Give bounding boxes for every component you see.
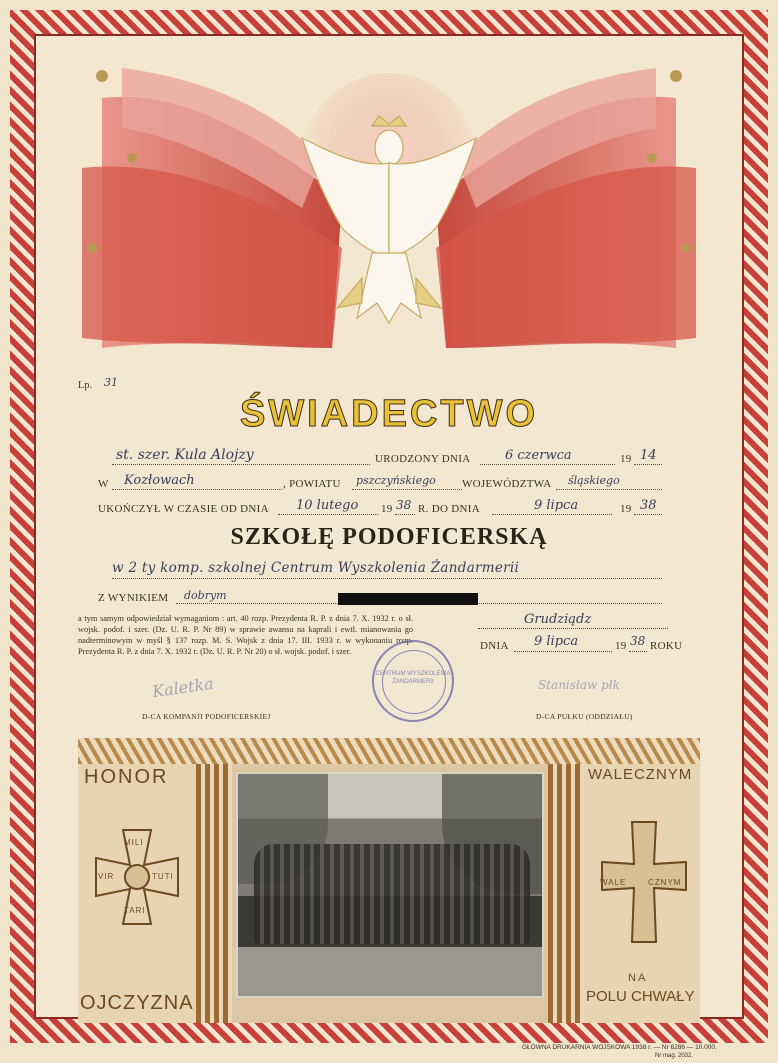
- ojczyzna-text: OJCZYZNA: [80, 992, 194, 1014]
- rok-label: ROKU: [650, 640, 683, 652]
- w-label: W: [98, 478, 109, 490]
- born-label: URODZONY DNIA: [375, 453, 471, 465]
- issue-date-field: 9 lipca: [534, 634, 579, 649]
- vm-right: TUTI: [152, 872, 174, 881]
- born-year-prefix: 19: [620, 453, 632, 465]
- to-year-field: 38: [640, 498, 657, 513]
- certificate-title: ŚWIADECTWO: [239, 393, 539, 435]
- na-text: NA: [628, 972, 648, 984]
- completed-label: UKOŃCZYŁ W CZASIE OD DNIA: [98, 503, 269, 515]
- name-field: st. szer. Kula Alojzy: [116, 447, 254, 463]
- powiat-field: pszczyńskiego: [356, 474, 436, 487]
- right-signature: Stanisław płk: [538, 678, 620, 692]
- from-date-field: 10 lutego: [296, 498, 359, 513]
- group-photo: [236, 772, 544, 998]
- school-title: SZKOŁĘ PODOFICERSKĄ: [230, 524, 548, 550]
- place-field: Kozłowach: [124, 473, 195, 488]
- left-signature: Kaletka: [150, 673, 215, 702]
- kw-right: CZNYM: [648, 878, 682, 887]
- to-year-prefix: 19: [620, 503, 632, 515]
- to-date-field: 9 lipca: [534, 498, 579, 513]
- eagle-flags-illustration: [62, 48, 716, 378]
- lp-label: Lp.: [78, 380, 93, 391]
- born-year-field: 14: [640, 448, 657, 463]
- woj-label: WOJEWÓDZTWA: [462, 478, 552, 490]
- r-do-label: R. DO DNIA: [418, 503, 480, 515]
- vm-left: VIR: [98, 872, 115, 881]
- honor-text: HONOR: [84, 766, 169, 788]
- unit-field: w 2 ty komp. szkolnej Centrum Wyszkolenia Żandarmerii: [112, 560, 520, 576]
- woj-field: śląskiego: [568, 474, 620, 487]
- kw-left: WALE: [600, 878, 627, 887]
- from-year-field: 38: [396, 498, 412, 512]
- polu-chwaly-text: POLU CHWAŁY: [586, 988, 695, 1005]
- result-field: dobrym: [184, 589, 227, 602]
- vm-top: MILI: [124, 838, 144, 847]
- issue-year-field: 38: [630, 634, 646, 648]
- unit-stamp: [372, 640, 454, 722]
- walecznym-text: WALECZNYM: [588, 766, 693, 783]
- mag-number: Nr mag. 2032.: [655, 1053, 694, 1059]
- dnia-label: DNIA: [480, 640, 509, 652]
- lp-value: 31: [104, 376, 118, 389]
- left-signature-caption: D-CA KOMPANJI PODOFICERSKIEJ: [142, 712, 271, 721]
- powiat-label: , POWIATU: [283, 478, 341, 490]
- legal-text: a tym samym odpowiedział wymaganiom : art. 40 rozp. Prezydenta R. P. z dnia 7. X. 1932 r. o sł. wojsk. podof. i szer. (Dz. U. R. P. Nr 89) w sprawie awansu na kaprali i ewtl. mianowania go nadterminowym w myśl § 137 rozp. M. S. Wojsk z dnia 17. III. 1933 r. w wykonaniu rozp. Prezydenta R. P. z dnia 7. X. 1932 r. (Dz. U. R. P. Nr 20) o sł. wojsk. podof. i szer.: [78, 614, 413, 656]
- issue-year-prefix: 19: [615, 640, 627, 652]
- redaction-bar: [338, 593, 478, 605]
- top-braid-ornament: [78, 738, 700, 764]
- from-year-prefix: 19: [381, 503, 393, 515]
- born-date-field: 6 czerwca: [505, 448, 572, 463]
- right-signature-caption: D-CA PUŁKU (ODDZIAŁU): [536, 712, 633, 721]
- right-stripes: [548, 764, 584, 1023]
- left-stripes: [196, 764, 232, 1023]
- printer-note: GŁÓWNA DRUKARNIA WOJSKOWA 1938 r. — Nr 6286 — 10.000.: [522, 1044, 717, 1051]
- city-field: Grudziądz: [524, 612, 592, 627]
- result-label: Z WYNIKIEM: [98, 592, 169, 604]
- vm-bottom: TARI: [124, 906, 146, 915]
- stamp-text: CENTRUM WYSZKOLENIA ŻANDARMERII: [375, 671, 451, 685]
